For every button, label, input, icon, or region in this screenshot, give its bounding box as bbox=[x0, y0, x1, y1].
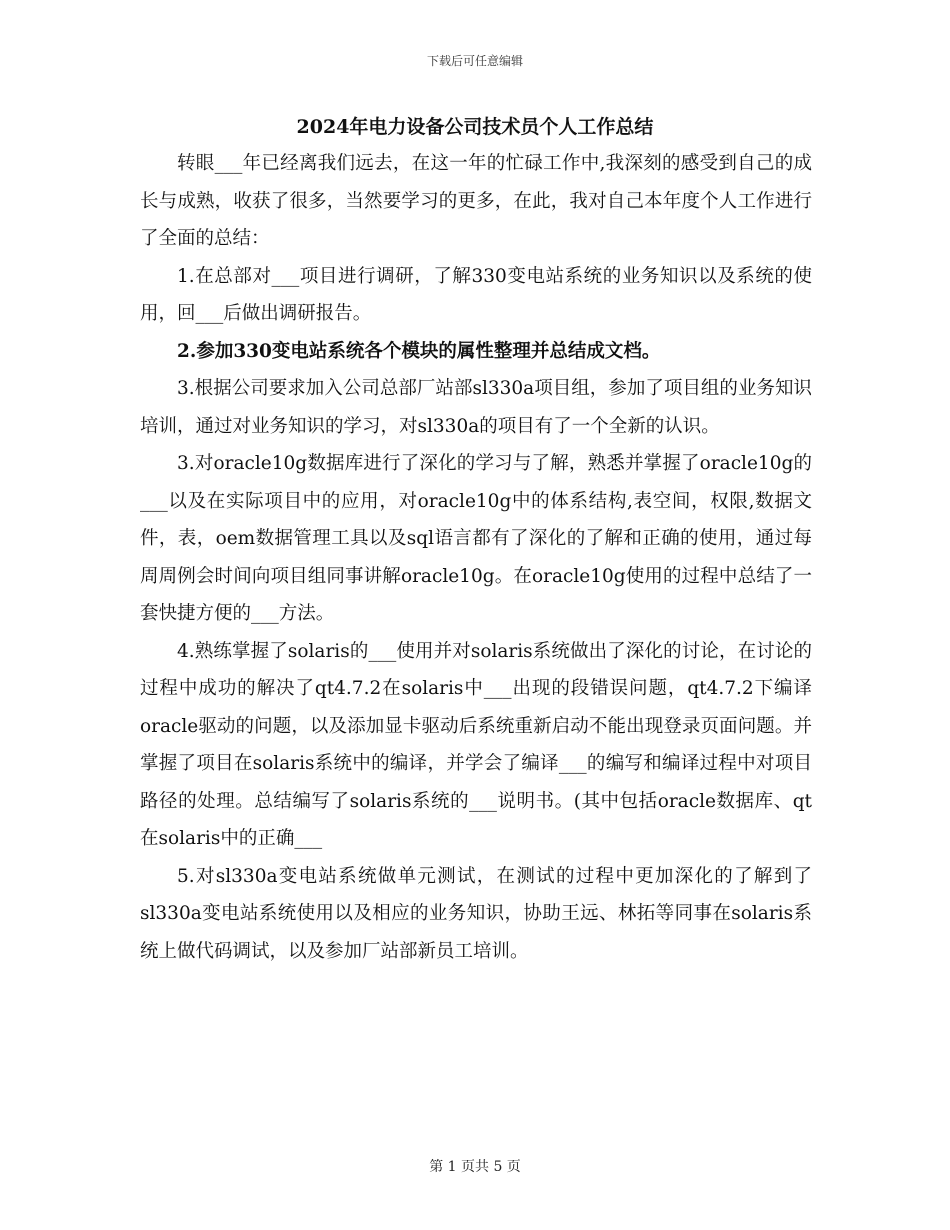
document-body bbox=[140, 145, 812, 970]
paragraph-intro: 转眼___年已经离我们远去，在这一年的忙碌工作中,我深刻的感受到自己的成长与成熟，收获了很多，当然要学习的更多，在此，我对自己本年度个人工作进行了全面的总结： bbox=[140, 153, 812, 249]
paragraph-item-1: 1.在总部对___项目进行调研，了解330变电站系统的业务知识以及系统的使用，回___后做出调研报告。 bbox=[140, 265, 812, 324]
paragraph-item-4: 4.熟练掌握了solaris的___使用并对solaris系统做出了深化的讨论，在讨论的过程中成功的解决了qt4.7.2在solaris中___出现的段错误问题，qt4.7.2下编译oracle驱动的问题，以及添加显卡驱动后系统重新启动不能出现登录页面问题。并掌握了项目在solaris系统中的编译，并学会了编译___的编写和编译过程中对项目路径的处理。总结编写了solaris系统的___说明书。(其中包括oracle数据库、qt在solaris中的正确___ bbox=[140, 640, 812, 849]
paragraph-item-2: 2.参加330变电站系统各个模块的属性整理并总结成文档。 bbox=[177, 340, 661, 362]
document-title: 2024年电力设备公司技术员个人工作总结 bbox=[296, 116, 654, 138]
header-note: 下载后可任意编辑 bbox=[426, 54, 523, 68]
paragraph-item-3a: 3.根据公司要求加入公司总部厂站部sl330a项目组，参加了项目组的业务知识培训，通过对业务知识的学习，对sl330a的项目有了一个全新的认识。 bbox=[140, 378, 812, 437]
paragraph-item-3b: 3.对oracle10g数据库进行了深化的学习与了解，熟悉并掌握了oracle10g的___以及在实际项目中的应用，对oracle10g中的体系结构,表空间，权限,数据文件，表，oem数据管理工具以及sql语言都有了深化的了解和正确的使用，通过每周周例会时间向项目组同事讲解oracle10g。在oracle10g使用的过程中总结了一套快捷方便的___方法。 bbox=[140, 453, 812, 624]
paragraph-item-5: 5.对sl330a变电站系统做单元测试，在测试的过程中更加深化的了解到了sl330a变电站系统使用以及相应的业务知识，协助王远、林拓等同事在solaris系统上做代码调试，以及参加厂站部新员工培训。 bbox=[140, 865, 812, 962]
page-number-footer: 第 1 页共 5 页 bbox=[429, 1159, 521, 1175]
